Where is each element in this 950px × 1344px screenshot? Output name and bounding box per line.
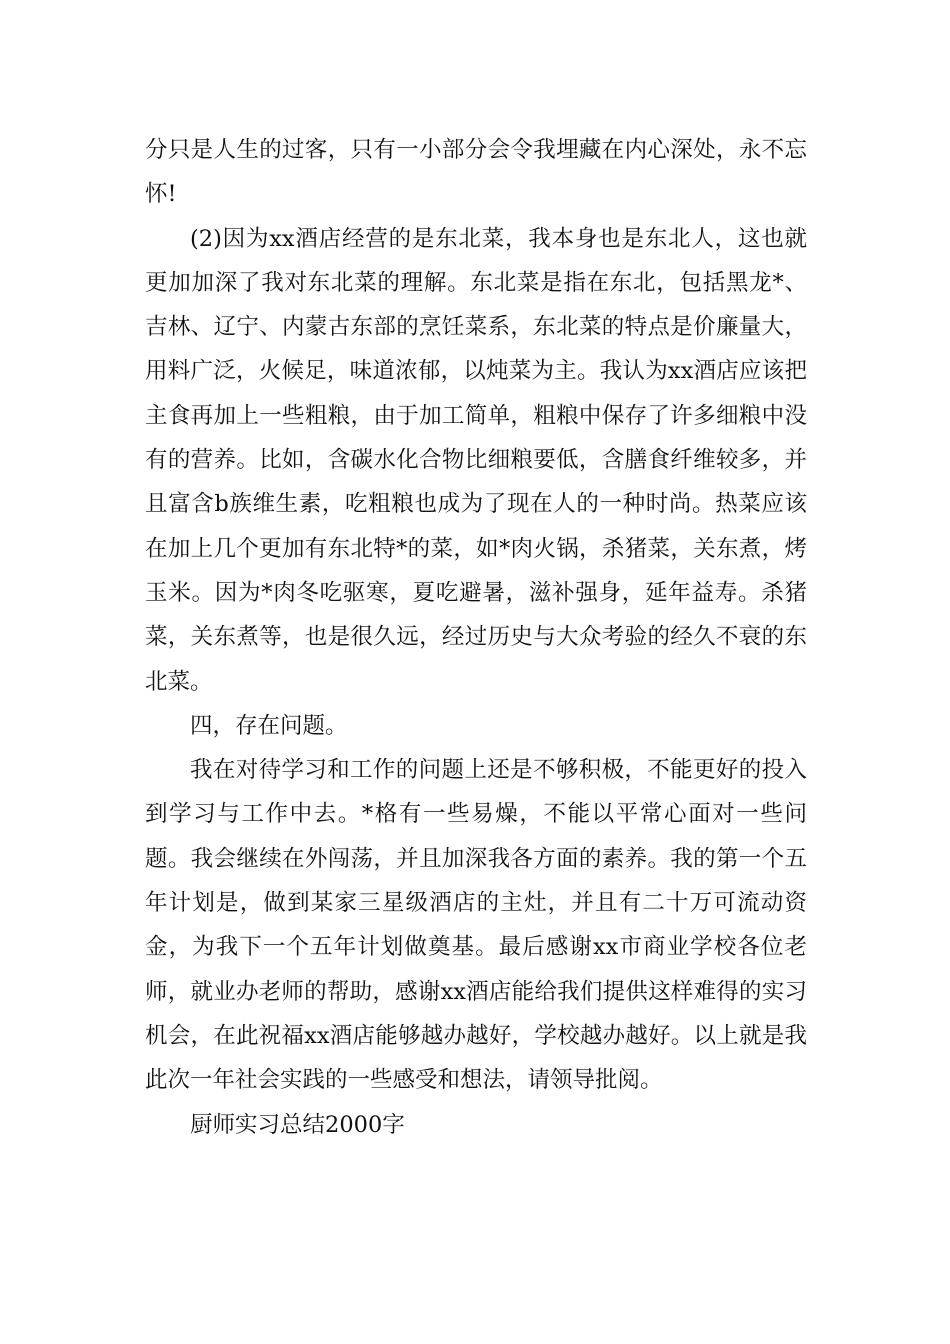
- paragraph-northeast-cuisine: (2)因为xx酒店经营的是东北菜，我本身也是东北人，这也就更加加深了我对东北菜的理解。东北菜是指在东北，包括黑龙*、吉林、辽宁、内蒙古东部的烹饪菜系，东北菜的特点是价廉量大，用料广泛，火候足，味道浓郁，以炖菜为主。我认为xx酒店应该把主食再加上一些粗粮，由于加工简单，粗粮中保存了许多细粮中没有的营养。比如，含碳水化合物比细粮要低，含膳食纤维较多，并且富含b族维生素，吃粗粮也成为了现在人的一种时尚。热菜应该在加上几个更加有东北特*的菜，如*肉火锅，杀猪菜，关东煮，烤玉米。因为*肉冬吃驱寒，夏吃避暑，滋补强身，延年益寿。杀猪菜，关东煮等，也是很久远，经过历史与大众考验的经久不衰的东北菜。: [145, 225, 807, 695]
- next-title: 厨师实习总结2000字: [190, 1111, 405, 1138]
- paragraph-continuation: 分只是人生的过客，只有一小部分会令我埋藏在内心深处，永不忘怀!: [145, 137, 807, 208]
- section-heading-problems: 四，存在问题。: [190, 712, 348, 739]
- document-body: [145, 128, 807, 1147]
- paragraph-problems: 我在对待学习和工作的问题上还是不够积极，不能更好的投入到学习与工作中去。*格有一些易燥，不能以平常心面对一些问题。我会继续在外闯荡，并且加深我各方面的素养。我的第一个五年计划是，做到某家三星级酒店的主灶，并且有二十万可流动资金，为我下一个五年计划做奠基。最后感谢xx市商业学校各位老师，就业办老师的帮助，感谢xx酒店能给我们提供这样难得的实习机会，在此祝福xx酒店能够越办越好，学校越办越好。以上就是我此次一年社会实践的一些感受和想法，请领导批阅。: [145, 757, 807, 1094]
